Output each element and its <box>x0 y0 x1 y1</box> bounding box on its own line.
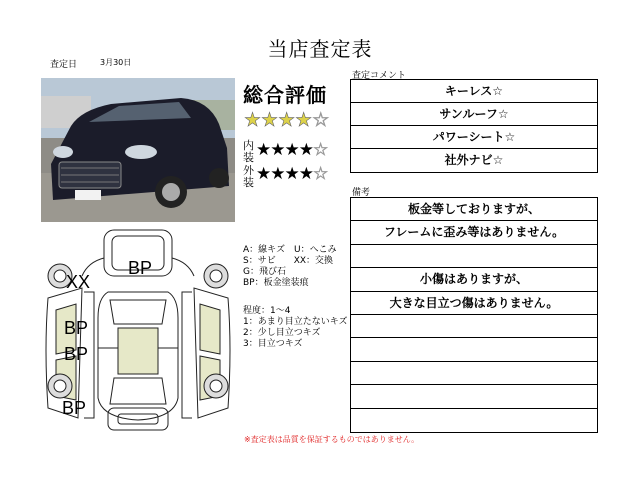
star-icon: ★ <box>261 109 279 131</box>
overall-rating-label: 総合評価 <box>243 83 327 107</box>
legend-line: 2：少し目立つキズ <box>243 328 321 338</box>
legend-degree <box>243 306 348 350</box>
legend-line: BP：板金塗装痕 <box>243 278 309 288</box>
date-label: 査定日 <box>50 60 78 70</box>
box-row <box>351 315 597 338</box>
remarks-label: 備考 <box>352 188 371 198</box>
car-photo-drawing <box>41 78 235 222</box>
star-icon: ★ <box>295 109 313 131</box>
star-icon: ☆ <box>312 109 330 131</box>
star-icon: ★ <box>298 164 313 184</box>
legend-line: 3：目立つキズ <box>243 339 303 349</box>
car-photo <box>41 78 235 222</box>
mark-left-rear-door: BP <box>64 344 89 364</box>
box-row: 小傷はありますが、 <box>351 268 597 291</box>
star-icon: ☆ <box>313 164 328 184</box>
car-outline-drawing <box>38 228 238 436</box>
legend-line: A：線キズ U：へこみ <box>243 245 337 255</box>
legend-line: S：サビ XX：交換 <box>243 256 334 266</box>
mark-left-front-door: BP <box>64 318 89 338</box>
star-icon: ★ <box>270 164 285 184</box>
mark-roof: BP <box>128 258 153 278</box>
comment-label: 査定コメント <box>352 71 407 81</box>
box-row: キーレス☆ <box>351 80 597 103</box>
legend-codes <box>243 245 337 289</box>
box-row: サンルーフ☆ <box>351 103 597 126</box>
box-row: パワーシート☆ <box>351 126 597 149</box>
box-row: 板金等しておりますが、 <box>351 198 597 221</box>
box-row <box>351 385 597 408</box>
legend-line: 程度：1～4 <box>243 306 291 316</box>
mark-front-left: XX <box>66 272 91 292</box>
box-row <box>351 245 597 268</box>
box-row <box>351 409 597 432</box>
box-row <box>351 338 597 361</box>
overall-rating-stars <box>244 111 329 130</box>
page-title: 当店査定表 <box>267 37 373 61</box>
star-icon: ★ <box>278 109 296 131</box>
star-icon: ★ <box>284 140 299 160</box>
box-row <box>351 362 597 385</box>
star-icon: ★ <box>284 164 299 184</box>
interior-rating-stars <box>256 142 327 159</box>
comment-box <box>350 79 598 173</box>
exterior-label: 外装 <box>243 164 254 189</box>
star-icon: ★ <box>256 140 271 160</box>
mark-rear-left: BP <box>62 398 87 418</box>
remarks-box <box>350 197 598 433</box>
box-row: 大きな目立つ傷はありません。 <box>351 292 597 315</box>
legend-line: G：飛び石 <box>243 267 286 277</box>
damage-diagram <box>38 228 238 436</box>
star-icon: ★ <box>270 140 285 160</box>
star-icon: ★ <box>256 164 271 184</box>
footer-note: ※査定表は品質を保証するものではありません。 <box>244 435 420 444</box>
box-row: 社外ナビ☆ <box>444 153 504 167</box>
box-row: フレームに歪み等はありません。 <box>351 221 597 244</box>
date-value: 3月30日 <box>100 58 132 67</box>
interior-label: 内装 <box>243 139 254 164</box>
star-icon: ★ <box>298 140 313 160</box>
legend-line: 1：あまり目立たないキズ <box>243 317 348 327</box>
star-icon: ☆ <box>313 140 328 160</box>
exterior-rating-stars <box>256 166 327 183</box>
star-icon: ★ <box>244 109 262 131</box>
